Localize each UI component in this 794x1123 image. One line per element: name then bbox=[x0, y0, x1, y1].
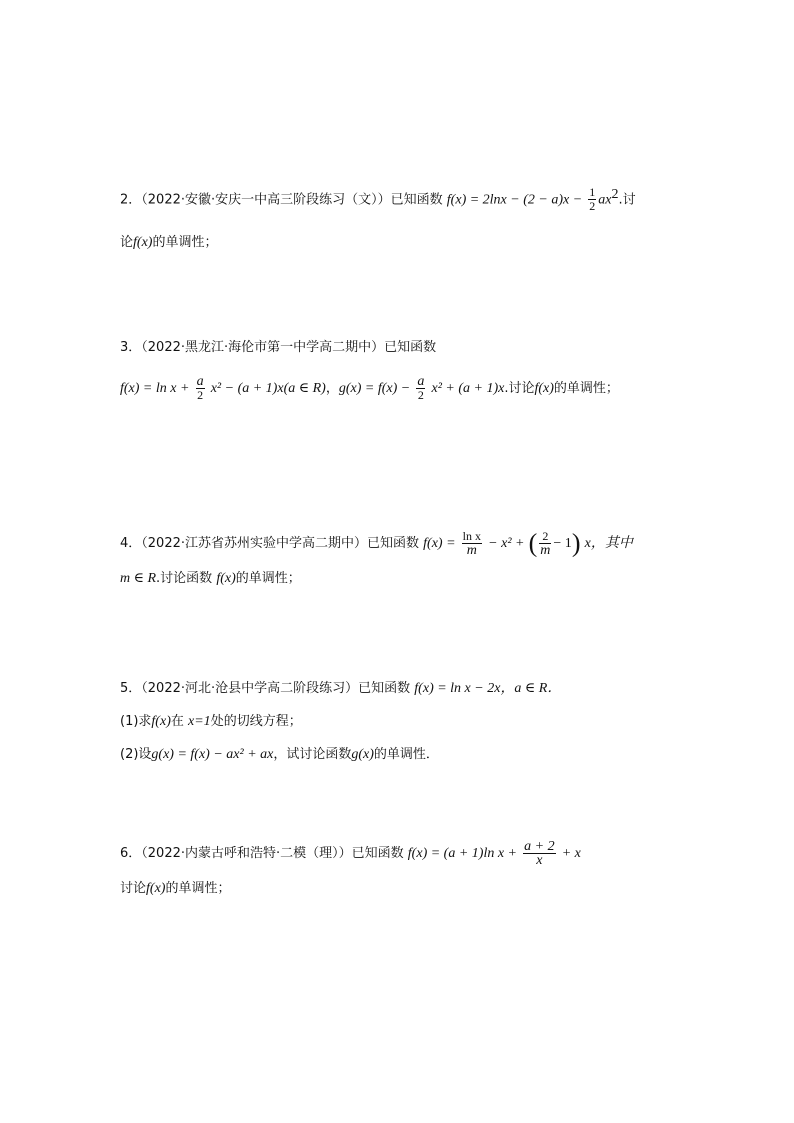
problem-4-line-1 bbox=[120, 530, 633, 557]
function-symbol: f(x) bbox=[133, 235, 153, 250]
problem-5-line-1 bbox=[120, 680, 561, 698]
question-text: 处的切线方程； bbox=[210, 714, 302, 729]
line-text: 的单调性； bbox=[165, 881, 231, 896]
problem-number: 4． bbox=[120, 536, 142, 551]
problem-number: 5． bbox=[120, 681, 142, 696]
problem-lead: 已知函数 bbox=[384, 340, 437, 355]
function-symbol: f(x) bbox=[151, 714, 171, 729]
f-definition-pre: f(x) = ln x + bbox=[120, 381, 190, 396]
problem-2-line-2 bbox=[120, 234, 217, 252]
problem-5-question-1 bbox=[120, 713, 302, 731]
problem-3-line-2 bbox=[120, 375, 619, 402]
function-symbol: g(x) bbox=[351, 747, 374, 762]
tail-text: .讨 bbox=[618, 192, 636, 208]
function-definition: f(x) = ln x − 2x bbox=[414, 681, 501, 696]
fraction-denominator: 2 bbox=[197, 388, 204, 402]
question-text: (1)求 bbox=[120, 714, 152, 729]
g-definition-post: x² + (a + 1)x bbox=[431, 381, 505, 396]
function-definition: g(x) = f(x) − ax² + ax bbox=[151, 747, 274, 762]
question-text: (2)设 bbox=[120, 747, 152, 762]
condition: m ∈ R bbox=[120, 571, 157, 586]
question-text: 的单调性． bbox=[373, 747, 439, 762]
fraction-denominator: 2 bbox=[589, 199, 596, 214]
f-definition-post: x² − (a + 1)x(a ∈ R) bbox=[210, 381, 326, 396]
fraction bbox=[588, 186, 596, 213]
fraction bbox=[539, 530, 551, 557]
fraction bbox=[416, 375, 425, 402]
line-text: .讨论函数 bbox=[156, 571, 213, 586]
function-definition: f(x) = (a + 1)ln x + bbox=[407, 846, 517, 861]
fraction bbox=[462, 530, 482, 557]
comma: ， bbox=[325, 381, 339, 396]
point-value: x=1 bbox=[188, 714, 211, 729]
fraction-numerator: 2 bbox=[539, 530, 551, 544]
line-text: 论 bbox=[120, 235, 134, 250]
problem-2-line-1 bbox=[120, 186, 636, 213]
left-paren: ( bbox=[528, 528, 538, 558]
function-definition: f(x) = 2lnx − (2 − a)x − bbox=[446, 192, 583, 208]
problem-6-line-1 bbox=[120, 840, 581, 867]
problem-lead: 已知函数 bbox=[358, 681, 411, 696]
problem-source: （2022·安徽·安庆一中高三阶段练习（文）） bbox=[141, 192, 391, 208]
function-symbol: f(x) bbox=[146, 881, 166, 896]
problem-source: （2022·河北·沧县中学高二阶段练习） bbox=[141, 681, 359, 696]
fraction-denominator: x bbox=[536, 853, 543, 868]
g-definition-pre: g(x) = f(x) − bbox=[338, 381, 411, 396]
problem-lead: 已知函数 bbox=[351, 846, 404, 861]
fraction-denominator: 2 bbox=[417, 388, 424, 402]
paren-tail: − 1 bbox=[553, 536, 572, 551]
fraction-numerator: a bbox=[196, 374, 204, 389]
exponent: 2 bbox=[611, 187, 619, 202]
problem-number: 6． bbox=[120, 846, 142, 861]
problem-4-line-2 bbox=[120, 570, 301, 588]
function-tail: ax bbox=[598, 192, 612, 208]
function-symbol: f(x) bbox=[534, 381, 554, 396]
function-tail: + x bbox=[561, 846, 581, 861]
function-symbol: f(x) bbox=[216, 571, 236, 586]
fraction-numerator: a + 2 bbox=[524, 839, 555, 854]
fraction bbox=[523, 840, 555, 867]
fraction-denominator: m bbox=[466, 543, 477, 558]
fraction bbox=[196, 375, 205, 402]
line-text: 的单调性； bbox=[152, 235, 218, 250]
question-text: ，试讨论函数 bbox=[273, 747, 352, 762]
post-text: x，其中 bbox=[584, 536, 633, 551]
function-lhs: f(x) = bbox=[423, 536, 456, 551]
problem-number: 3． bbox=[120, 340, 142, 355]
question-text: 在 bbox=[170, 714, 184, 729]
right-paren: ) bbox=[571, 528, 581, 558]
problem-source: （2022·黑龙江·海伦市第一中学高二期中） bbox=[141, 340, 385, 355]
problem-number: 2． bbox=[120, 192, 142, 208]
problem-5-question-2 bbox=[120, 746, 439, 764]
tail-text: 的单调性； bbox=[553, 381, 619, 396]
condition: ，a ∈ R． bbox=[500, 681, 562, 696]
tail-text: .讨论 bbox=[504, 381, 535, 396]
problem-3-line-1 bbox=[120, 339, 436, 357]
line-text: 讨论 bbox=[120, 881, 147, 896]
function-middle: − x² + bbox=[488, 536, 525, 551]
fraction-numerator: 1 bbox=[589, 185, 596, 200]
line-text: 的单调性； bbox=[235, 571, 301, 586]
problem-source: （2022·内蒙古呼和浩特·二模（理）） bbox=[141, 846, 352, 861]
problem-source: （2022·江苏省苏州实验中学高二期中） bbox=[141, 536, 367, 551]
fraction-numerator: a bbox=[417, 374, 425, 389]
fraction-numerator: ln x bbox=[462, 529, 482, 543]
problem-lead: 已知函数 bbox=[390, 192, 443, 208]
fraction-denominator: m bbox=[540, 543, 551, 558]
problem-6-line-2 bbox=[120, 880, 230, 898]
problem-lead: 已知函数 bbox=[367, 536, 420, 551]
